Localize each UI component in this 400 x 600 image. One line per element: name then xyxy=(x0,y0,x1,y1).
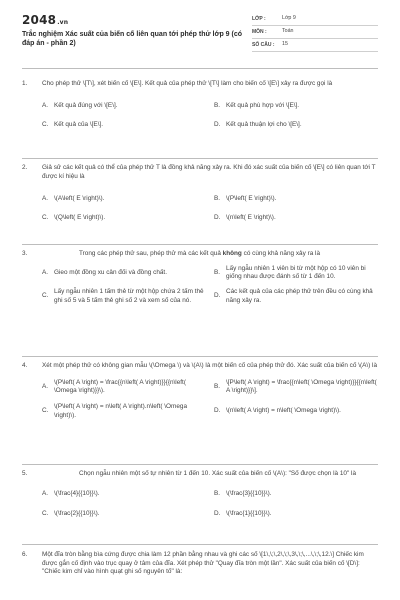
option-d[interactable] xyxy=(214,507,378,523)
question-stem xyxy=(22,470,378,479)
question-text-before: Trong các phép thử sau, phép thử mà các kết quả xyxy=(79,250,223,257)
option-b[interactable] xyxy=(214,191,378,207)
question-text: Giả sử các kết quả có thể của phép thử T là đồng khả năng xảy ra. Khi đó xác suất của biến cố \[E\] có liên quan tới T được kí hiệu là xyxy=(42,164,376,180)
document-title: Trắc nghiệm Xác suất của biến cố liên quan tới phép thử lớp 9 (có đáp án - phần 2) xyxy=(22,31,243,48)
options-grid xyxy=(22,99,378,134)
option-text: \(\frac{1}{{10}}\). xyxy=(226,510,272,518)
option-letter: C. xyxy=(42,407,49,415)
option-text: \[P\left( A \right) = \frac{{n\left( \Omega \right)}}{{n\left( A \right)}}\]. xyxy=(226,378,377,395)
option-a[interactable] xyxy=(42,487,206,503)
option-text: \(P\left( A \right) = \frac{{n\left( A \right)}}{{n\left( \Omega \right)}}\). xyxy=(54,378,186,395)
option-letter: C. xyxy=(42,510,49,518)
options-grid xyxy=(22,191,378,226)
question-number: 2. xyxy=(22,164,28,171)
option-text: \(P\left( E \right)\). xyxy=(226,194,277,202)
question-number: 4. xyxy=(22,362,28,369)
question-text: Một đĩa tròn bằng bìa cứng được chia làm 12 phần bằng nhau và ghi các số \[1\,\;\,2\,\;\,3\,\;\,...\,\;\,12.\] Chiếc kim được gắn cố định vào trục quay ở tâm của đĩa. Xét phép thử "Quay đĩa tròn một lần". Xác suất của biến cố \[D\]: "Chiếc kim chỉ vào hình quạt ghi số nguyên tố" là: xyxy=(42,551,364,576)
option-text: Gieo một đồng xu cân đối và đồng chất. xyxy=(54,268,167,276)
option-text: Kết quả đúng với \[E\]. xyxy=(54,102,118,110)
option-a[interactable] xyxy=(42,265,206,282)
divider xyxy=(22,544,378,545)
question-6 xyxy=(22,551,378,577)
divider xyxy=(22,68,378,69)
option-letter: A. xyxy=(42,490,49,498)
option-letter: D. xyxy=(214,121,221,129)
meta-value: Lớp 9 xyxy=(282,15,296,22)
option-letter: D. xyxy=(214,407,221,415)
option-a[interactable] xyxy=(42,99,206,115)
question-3 xyxy=(22,250,378,305)
logo-suffix: .vn xyxy=(57,19,69,26)
option-c[interactable] xyxy=(42,288,206,305)
question-number: 6. xyxy=(22,551,28,558)
meta-row-subject xyxy=(252,26,378,39)
logo-brand: 2048 xyxy=(22,13,57,27)
question-text: Cho phép thử \[T\], xét biến cố \[E\]. Kết quả của phép thử \[T\] làm cho biến cố \[E\] xảy ra được gọi là xyxy=(42,80,333,87)
options-grid xyxy=(22,265,378,306)
option-b[interactable] xyxy=(214,487,378,503)
divider xyxy=(22,356,378,357)
option-letter: A. xyxy=(42,102,49,110)
option-text: \(A\left( E \right)\). xyxy=(54,194,105,202)
option-c[interactable] xyxy=(42,118,206,134)
option-d[interactable] xyxy=(214,118,378,134)
option-letter: B. xyxy=(214,102,221,110)
option-c[interactable] xyxy=(42,403,206,420)
question-stem xyxy=(22,250,378,259)
option-letter: B. xyxy=(214,268,221,276)
option-letter: B. xyxy=(214,382,221,390)
question-number: 3. xyxy=(22,250,28,257)
option-text: Các kết quả của các phép thử trên đều có cùng khả năng xảy ra. xyxy=(226,287,373,304)
question-2 xyxy=(22,164,378,226)
question-stem xyxy=(22,362,378,371)
option-b[interactable] xyxy=(214,99,378,115)
option-text: Kết quả phù hợp với \[E\]. xyxy=(226,102,300,110)
option-letter: B. xyxy=(214,194,221,202)
option-text: Lấy ngẫu nhiên 1 tấm thẻ từ một hộp chứa 2 tấm thẻ ghi số 5 và 5 tấm thẻ ghi số 2 và xem số của nó. xyxy=(54,287,204,304)
question-4 xyxy=(22,362,378,420)
question-number: 5. xyxy=(22,470,28,477)
option-d[interactable] xyxy=(214,288,378,305)
question-stem xyxy=(22,164,378,181)
meta-row-count xyxy=(252,39,378,52)
option-letter: A. xyxy=(42,382,49,390)
question-1 xyxy=(22,80,378,134)
question-text-emphasis: không xyxy=(222,250,242,257)
option-letter: C. xyxy=(42,292,49,300)
question-text: Chọn ngẫu nhiên một số tự nhiên từ 1 đến 10. Xác suất của biến cố \(A\): "Số được chọn là 10" là xyxy=(79,470,356,477)
option-text: Kết quả của \[E\]. xyxy=(54,121,104,129)
divider xyxy=(22,464,378,465)
question-text-after: có cùng khả năng xảy ra là xyxy=(241,250,321,257)
option-letter: C. xyxy=(42,121,49,129)
option-letter: A. xyxy=(42,194,49,202)
option-text: \(\frac{3}{{10}}\). xyxy=(226,490,272,498)
question-text: Xét một phép thử có không gian mẫu \(\Omega \) và \(A\) là một biến cố của phép thử đó. Xác suất của biến cố \(A\) là xyxy=(42,362,378,369)
meta-label: LỚP : xyxy=(252,15,266,22)
option-c[interactable] xyxy=(42,507,206,523)
option-text: \(Q\left( E \right)\). xyxy=(54,213,106,221)
option-d[interactable] xyxy=(214,210,378,226)
options-grid xyxy=(22,379,378,421)
meta-row-grade xyxy=(252,13,378,26)
option-b[interactable] xyxy=(214,265,378,282)
option-letter: D. xyxy=(214,292,221,300)
site-logo[interactable] xyxy=(22,12,68,28)
option-letter: D. xyxy=(214,510,221,518)
option-letter: D. xyxy=(214,213,221,221)
option-text: \(\frac{4}{{10}}\). xyxy=(54,490,100,498)
option-d[interactable] xyxy=(214,403,378,420)
option-letter: B. xyxy=(214,490,221,498)
question-stem xyxy=(22,551,378,577)
option-text: \(\frac{2}{{10}}\). xyxy=(54,510,100,518)
meta-label: MÔN : xyxy=(252,28,267,35)
meta-value: 15 xyxy=(282,41,288,48)
option-a[interactable] xyxy=(42,379,206,396)
document-header xyxy=(0,0,400,62)
document-meta xyxy=(252,13,378,52)
option-c[interactable] xyxy=(42,210,206,226)
option-text: \(n\left( A \right) = n\left( \Omega \right)\). xyxy=(226,407,341,415)
question-5 xyxy=(22,470,378,523)
option-letter: C. xyxy=(42,213,49,221)
options-grid xyxy=(22,487,378,523)
meta-label: SỐ CÂU : xyxy=(252,41,275,48)
option-text: Lấy ngẫu nhiên 1 viên bi từ một hộp có 10 viên bi giống nhau được đánh số từ 1 đến 10. xyxy=(226,264,366,281)
option-text: \(P\left( A \right) = n\left( A \right).n\left( \Omega \right)\). xyxy=(54,402,188,419)
option-text: \(n\left( E \right)\). xyxy=(226,213,276,221)
question-stem xyxy=(22,80,378,89)
divider xyxy=(22,244,378,245)
option-letter: A. xyxy=(42,268,49,276)
option-a[interactable] xyxy=(42,191,206,207)
question-number: 1. xyxy=(22,80,28,87)
meta-value: Toán xyxy=(282,28,294,35)
divider xyxy=(22,158,378,159)
option-b[interactable] xyxy=(214,379,378,396)
option-text: Kết quả thuận lợi cho \[E\]. xyxy=(226,121,302,129)
